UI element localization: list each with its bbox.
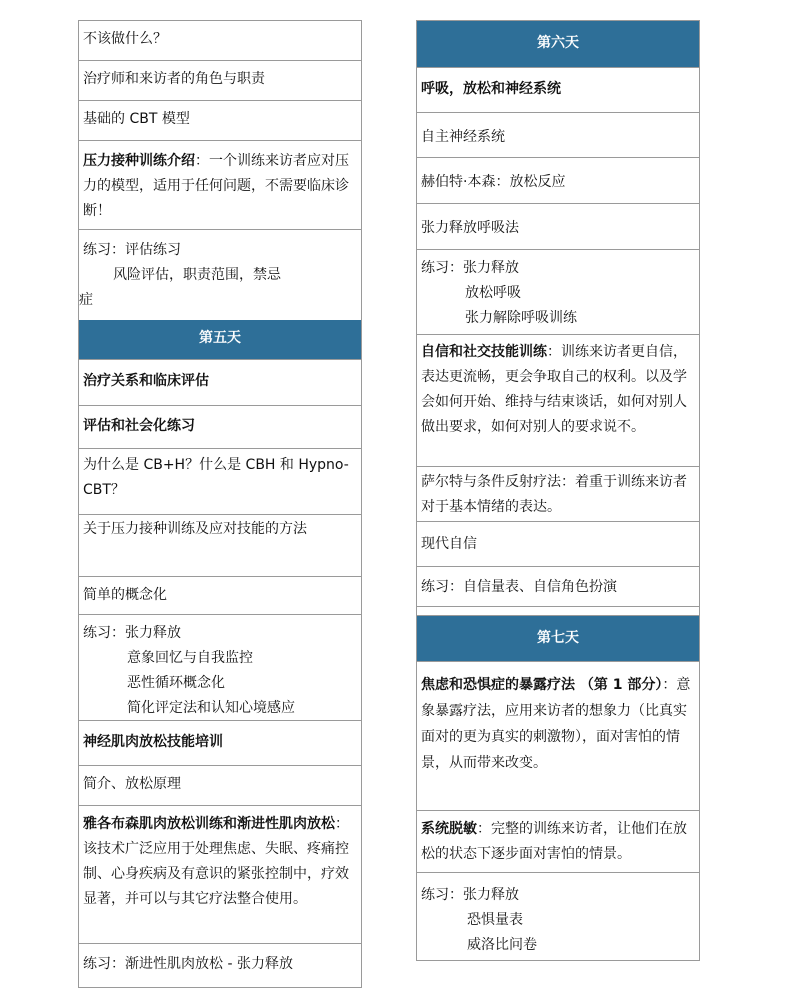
row-text: 简单的概念化 [83, 587, 167, 603]
row-text: 不该做什么？ [83, 31, 167, 47]
exercise-line: 恐惧量表 [467, 912, 523, 928]
row-why-cbh [79, 449, 361, 515]
row-bold-text: 自信和社交技能训练 [421, 344, 547, 360]
exercise-line: 练习：评估练习 [83, 242, 181, 258]
row-jacobson [79, 806, 361, 944]
exercise-line: 张力解除呼吸训练 [465, 310, 577, 326]
row-desensitization [417, 811, 699, 873]
row-conceptualization [79, 577, 361, 615]
row-bold-text: 治疗关系和临床评估 [83, 373, 209, 389]
row-bold-text: 神经肌肉放松技能培训 [83, 734, 223, 750]
day-title: 第六天 [537, 35, 579, 51]
row-exercise-pmr [79, 944, 361, 988]
exercise-line: 放松呼吸 [465, 285, 521, 301]
exercise-line: 恶性循环概念化 [127, 675, 225, 691]
row-autonomic [417, 113, 699, 158]
row-text: 萨尔特与条件反射疗法：着重于训练来访者对于基本情绪的表达。 [421, 474, 687, 515]
row-exposure-therapy [417, 662, 699, 811]
row-benson [417, 158, 699, 204]
row-text: ：训练来访者更自信，表达更流畅，更会争取自己的权利。以及学会如何开始、维持与结束谈话，如何对别人做出要求，如何对别人的要求说不。 [421, 344, 687, 435]
row-coping-skills [79, 515, 361, 577]
row-tension-breathing [417, 204, 699, 250]
exercise-line: 意象回忆与自我监控 [127, 650, 253, 666]
row-salter [417, 467, 699, 522]
left-column [78, 20, 362, 988]
exercise-line: 练习：张力释放 [83, 625, 181, 641]
row-text: 赫伯特·本森：放松反应 [421, 174, 566, 190]
row-text: 治疗师和来访者的角色与职责 [83, 71, 265, 87]
spacer [417, 607, 699, 616]
row-exercise-assertiveness [417, 567, 699, 607]
row-text: 张力释放呼吸法 [421, 220, 519, 236]
row-bold-text: 系统脱敏 [421, 821, 477, 837]
row-relaxation-principles [79, 766, 361, 806]
exercise-line: 威洛比问卷 [467, 937, 537, 953]
row-modern-assertiveness [417, 522, 699, 567]
right-column [416, 20, 700, 961]
row-exercise-fear [417, 873, 699, 961]
exercise-line: 练习：张力释放 [421, 887, 519, 903]
row-text: 简介、放松原理 [83, 776, 181, 792]
row-text: ：该技术广泛应用于处理焦虑、失眠、疼痛控制、心身疾病及有意识的紧张控制中，疗效显著，并可以与其它疗法整合使用。 [83, 816, 349, 907]
exercise-line: 简化评定法和认知心境感应 [127, 700, 295, 716]
row-text: 练习：渐进性肌肉放松 - 张力释放 [83, 956, 293, 972]
row-bold-text: 评估和社会化练习 [83, 418, 195, 434]
day-seven-header [417, 616, 699, 662]
row-exercise-breathing [417, 250, 699, 335]
exercise-line: 风险评估，职责范围，禁忌 [113, 267, 281, 283]
row-text: 为什么是 CB+H？什么是 CBH 和 Hypno-CBT？ [83, 457, 349, 498]
row-text: 自主神经系统 [421, 129, 505, 145]
row-bold-text: 压力接种训练介绍 [83, 153, 195, 169]
row-neuromuscular [79, 721, 361, 766]
row-bold-text: 雅各布森肌肉放松训练和渐进性肌肉放松 [83, 816, 335, 832]
row-therapeutic-relationship [79, 360, 361, 406]
row-dont [79, 21, 361, 61]
row-roles [79, 61, 361, 101]
row-stress-inoculation [79, 141, 361, 230]
row-bold-text: 呼吸，放松和神经系统 [421, 81, 561, 97]
row-breathing [417, 68, 699, 113]
row-cbt-model [79, 101, 361, 141]
row-exercise-tension [79, 615, 361, 721]
row-text: ：完整的训练来访者，让他们在放松的状态下逐步面对害怕的情景。 [421, 821, 687, 862]
row-socialization [79, 406, 361, 449]
row-exercise-assessment [79, 230, 361, 320]
exercise-line: 练习：张力释放 [421, 260, 519, 276]
row-text: 现代自信 [421, 536, 477, 552]
day-title: 第五天 [199, 330, 241, 346]
day-six-header [417, 21, 699, 68]
day-five-header [79, 320, 361, 360]
row-text: 基础的 CBT 模型 [83, 111, 190, 127]
row-text: 关于压力接种训练及应对技能的方法 [83, 521, 307, 537]
row-text: 练习：自信量表、自信角色扮演 [421, 579, 617, 595]
exercise-line: 症 [79, 292, 93, 308]
row-assertiveness [417, 335, 699, 467]
row-text: ：一个训练来访者应对压力的模型，适用于任何问题，不需要临床诊断！ [83, 153, 349, 219]
day-title: 第七天 [537, 630, 579, 646]
row-text: ：意象暴露疗法，应用来访者的想象力（比真实面对的更为真实的刺激物），面对害怕的情景，从而带来改变。 [421, 677, 691, 771]
row-bold-text: 焦虑和恐惧症的暴露疗法 （第 1 部分） [421, 677, 663, 693]
